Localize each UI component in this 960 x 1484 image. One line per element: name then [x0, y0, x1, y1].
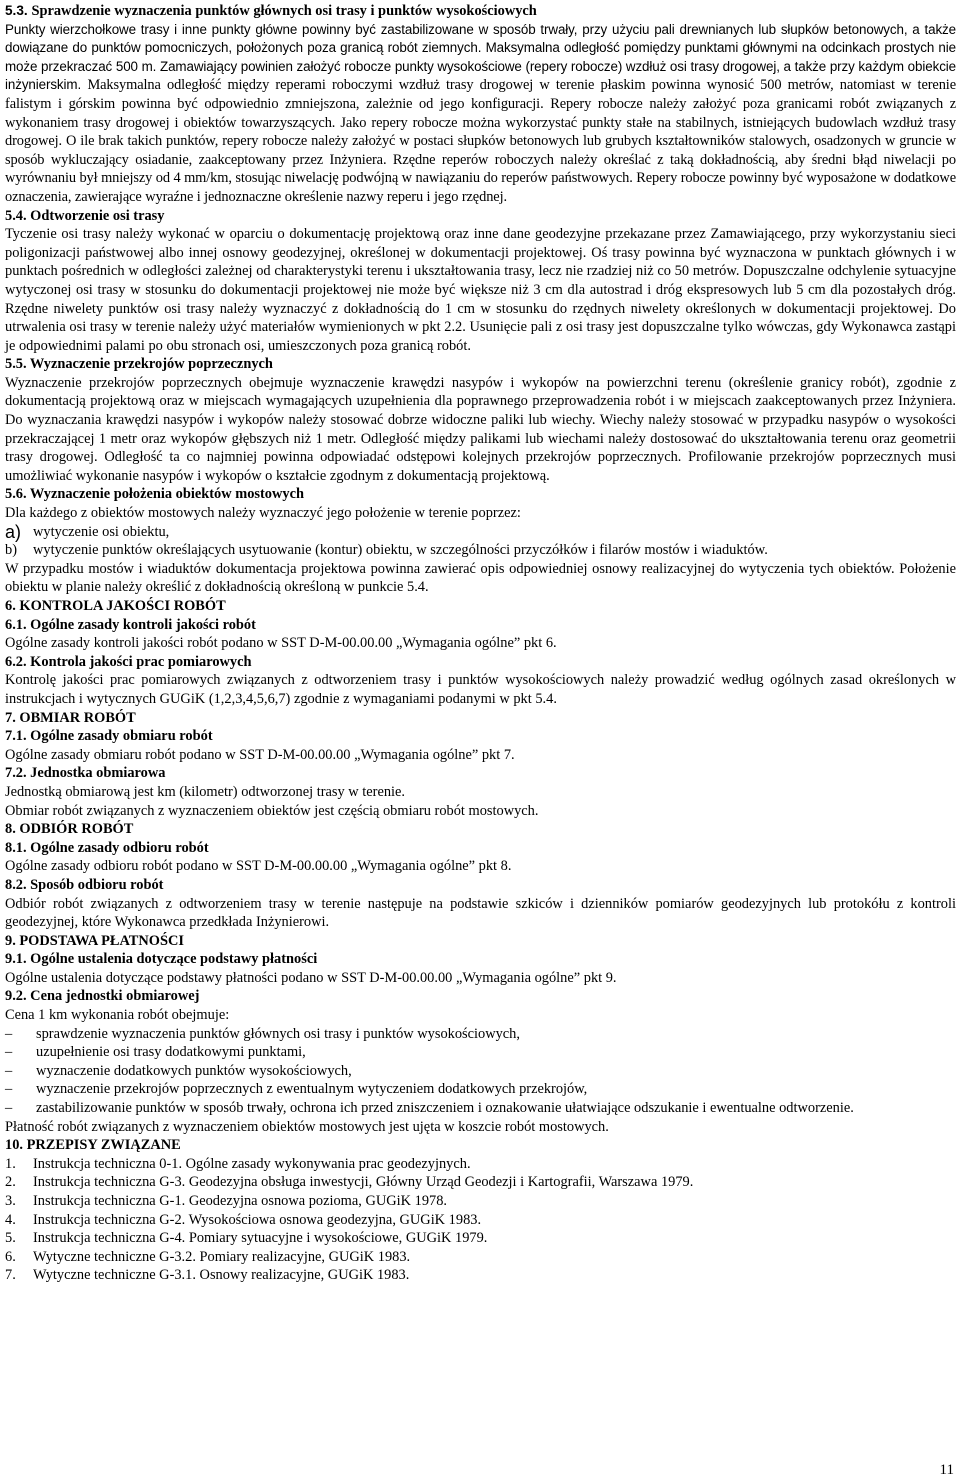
section-5-4-heading: 5.4. Odtworzenie osi trasy [5, 207, 165, 224]
paragraph-text: Zamawiający powinien założyć robocze punkty wysokościowe (repery robocze) wzdłuż osi trasy drogowej, a także przy każdym obiekcie inżynierskim. [5, 58, 957, 93]
list-marker: – [5, 1025, 13, 1042]
reference-item [5, 1173, 956, 1192]
list-item-text: wytyczenie punktów określających usytuowanie (kontur) obiektu, w szczególności przyczółków i filarów mostów i wiaduktów. [33, 542, 768, 559]
section-7-heading: 7. OBMIAR ROBÓT [5, 709, 136, 726]
list-marker: 2. [5, 1174, 16, 1191]
section-number: 5.3. [5, 3, 28, 18]
section-5-5-heading: 5.5. Wyznaczenie przekrojów poprzecznych [5, 356, 273, 373]
list-marker: b) [5, 542, 17, 559]
list-item-text: uzupełnienie osi trasy dodatkowymi punktami, [36, 1044, 306, 1061]
list-item [5, 523, 956, 542]
paragraph: Jednostką obmiarową jest km (kilometr) odtworzonej trasy w terenie. [5, 783, 406, 800]
list-marker: – [5, 1081, 13, 1098]
section-6-1-heading: 6.1. Ogólne zasady kontroli jakości robót [5, 616, 256, 633]
list-item [5, 1099, 956, 1118]
section-5-6-heading: 5.6. Wyznaczenie położenia obiektów mostowych [5, 486, 304, 503]
dash-list [5, 1025, 956, 1118]
lettered-list [5, 523, 956, 560]
paragraph: Płatność robót związanych z wyznaczeniem obiektów mostowych jest ujęta w koszcie robót mostowych. [5, 1118, 609, 1135]
paragraph: Ogólne zasady kontroli jakości robót podano w SST D-M-00.00.00 „Wymagania ogólne” pkt 6. [5, 635, 557, 652]
reference-item [5, 1155, 956, 1174]
section-6-heading: 6. KONTROLA JAKOŚCI ROBÓT [5, 598, 226, 614]
list-item [5, 1062, 956, 1081]
reference-item [5, 1192, 956, 1211]
paragraph: Ogólne zasady odbioru robót podano w SST D-M-00.00.00 „Wymagania ogólne” pkt 8. [5, 858, 512, 875]
list-marker: – [5, 1044, 13, 1061]
reference-text: Instrukcja techniczna 0-1. Ogólne zasady wykonywania prac geodezyjnych. [33, 1155, 471, 1172]
document-page [5, 2, 956, 1285]
section-7-2-heading: 7.2. Jednostka obmiarowa [5, 765, 166, 782]
list-marker: – [5, 1062, 13, 1079]
reference-item [5, 1229, 956, 1248]
paragraph [5, 21, 956, 207]
list-item [5, 1080, 956, 1099]
paragraph: Ogólne zasady obmiaru robót podano w SST D-M-00.00.00 „Wymagania ogólne” pkt 7. [5, 746, 515, 763]
section-8-heading: 8. ODBIÓR ROBÓT [5, 821, 134, 838]
list-item-text: sprawdzenie wyznaczenia punktów głównych osi trasy i punktów wysokościowych, [36, 1025, 520, 1042]
section-9-2-heading: 9.2. Cena jednostki obmiarowej [5, 988, 200, 1005]
list-item [5, 541, 956, 560]
reference-text: Instrukcja techniczna G-1. Geodezyjna osnowa pozioma, GUGiK 1978. [33, 1193, 448, 1209]
reference-text: Wytyczne techniczne G-3.1. Osnowy realizacyjne, GUGiK 1983. [33, 1267, 410, 1284]
section-10-heading: 10. PRZEPISY ZWIĄZANE [5, 1137, 181, 1154]
list-item-text: zastabilizowanie punktów w sposób trwały, ochrona ich przed zniszczeniem i oznakowanie ułatwiające odszukanie i ewentualne odtworzenie. [36, 1100, 854, 1117]
paragraph: Tyczenie osi trasy należy wykonać w oparciu o dokumentację projektową oraz inne dane geodezyjne przekazane przez Zamawiającego, przy wykorzystaniu sieci poligonizacji państwowej albo innej osnowy geodezyjnej, określonej w dokumentacji projektowej. Oś trasy powinna być wyznaczona w punktach głównych i w punktach pośrednich w odległości zależnej od charakterystyki terenu i ukształtowania trasy, lecz nie rzadziej niż co 50 metrów. Dopuszczalne odchylenie sytuacyjne wytyczonej osi trasy w stosunku do dokumentacji projektowej nie może być większe niż 3 cm dla autostrad i dróg ekspresowych lub 5 cm dla pozostałych dróg. Rzędne niwelety punktów osi trasy należy wyznaczyć z dokładnością do 1 cm w stosunku do rzędnych niwelety określonych w dokumentacji projektowej. Do utrwalenia osi trasy w terenie należy użyć materiałów wymienionych w pkt 2.2. Usunięcie pali z osi trasy jest dopuszczalne tylko wówczas, gdy Wykonawca zastąpi je odpowiednimi palami po obu stronach osi, umieszczonych poza granicą robót. [5, 226, 956, 354]
reference-text: Wytyczne techniczne G-3.2. Pomiary realizacyjne, GUGiK 1983. [33, 1248, 411, 1265]
section-6-2-heading: 6.2. Kontrola jakości prac pomiarowych [5, 653, 252, 670]
list-marker: 3. [5, 1193, 16, 1209]
reference-item [5, 1248, 956, 1267]
paragraph-text: Punkty wierzchołkowe trasy i inne punkty główne powinny być zastabilizowane w sposób trwały, przy użyciu pali drewnianych lub słupków betonowych, a także dowiązane do punktów pomocniczych, położonych poza granicą robót ziemnych. Maksymalna odległość pomiędzy punktami głównymi na odcinkach prostych nie może przekraczać 500 m. [5, 21, 956, 74]
reference-text: Instrukcja techniczna G-3. Geodezyjna obsługa inwestycji, Główny Urząd Geodezji i Kartografii, Warszawa 1979. [33, 1174, 694, 1191]
list-item [5, 1025, 956, 1044]
paragraph: Kontrolę jakości prac pomiarowych związanych z odtworzeniem trasy i punktów wysokościowych należy prowadzić według ogólnych zasad określonych w instrukcjach i wytycznych GUGiK (1,2,3,4,5,6,7) zgodnie z wymaganiami podanymi w pkt 5.4. [5, 672, 956, 707]
list-item-text: wyznaczenie dodatkowych punktów wysokościowych, [36, 1062, 352, 1079]
section-title: Sprawdzenie wyznaczenia punktów głównych osi trasy i punktów wysokościowych [31, 3, 537, 19]
paragraph-text: Maksymalna odległość między reperami roboczymi wzdłuż trasy drogowej w terenie płaskim powinna wynosić 500 metrów, natomiast w terenie falistym i górskim powinna być odpowiednio zmniejszona, zależnie od jego konfiguracji. Repery robocze należy założyć poza granicami robót związanych z wykonaniem trasy drogowej i obiektów towarzyszących. Jako repery robocze można wykorzystać punkty stałe na stabilnych, istniejących budowlach wzdłuż trasy drogowej. O ile brak takich punktów, repery robocze należy założyć w postaci słupków betonowych lub grubych kształtowników stalowych, osadzonych w gruncie w sposób wykluczający osiadanie, zaakceptowany przez Inżyniera. Rzędne reperów roboczych należy określać z taką dokładnością, aby średni błąd niwelacji po wyrównaniu był mniejszy od 4 mm/km, stosując niwelację podwójną w nawiązaniu do reperów państwowych. Repery robocze powinny być wyposażone w dodatkowe oznaczenia, zawierające wyraźne i jednoznaczne określenie nazwy reperu i jego rzędnej. [5, 77, 956, 205]
list-marker: – [5, 1100, 13, 1117]
reference-text: Instrukcja techniczna G-4. Pomiary sytuacyjne i wysokościowe, GUGiK 1979. [33, 1230, 488, 1247]
list-marker: 7. [5, 1267, 16, 1284]
paragraph: W przypadku mostów i wiaduktów dokumentacja projektowa powinna zawierać opis odpowiedniej osnowy realizacyjnej do wytyczenia tych obiektów. Położenie obiektu w planie należy określić z dokładnością określoną w punkcie 5.4. [5, 560, 956, 596]
list-marker: a) [5, 521, 22, 542]
list-item-text: wyznaczenie przekrojów poprzecznych z ewentualnym wytyczeniem dodatkowych przekrojów, [36, 1081, 588, 1098]
reference-item [5, 1266, 956, 1285]
reference-item [5, 1211, 956, 1230]
paragraph: Obmiar robót związanych z wyznaczeniem obiektów jest częścią obmiaru robót mostowych. [5, 802, 539, 819]
list-item [5, 1043, 956, 1062]
reference-text: Instrukcja techniczna G-2. Wysokościowa osnowa geodezyjna, GUGiK 1983. [33, 1211, 482, 1228]
page-number: 11 [939, 1462, 954, 1478]
list-item-text: wytyczenie osi obiektu, [33, 523, 170, 540]
paragraph: Cena 1 km wykonania robót obejmuje: [5, 1007, 230, 1024]
paragraph: Dla każdego z obiektów mostowych należy wyznaczyć jego położenie w terenie poprzez: [5, 505, 521, 522]
list-marker: 1. [5, 1155, 16, 1172]
list-marker: 4. [5, 1211, 16, 1228]
paragraph: Ogólne ustalenia dotyczące podstawy płatności podano w SST D-M-00.00.00 „Wymagania ogólne” pkt 9. [5, 969, 617, 986]
paragraph: Odbiór robót związanych z odtworzeniem trasy w terenie następuje na podstawie szkiców i dzienników pomiarów geodezyjnych lub protokółu z kontroli geodezyjnej, które Wykonawca przedkłada Inżynierowi. [5, 895, 956, 931]
paragraph: Wyznaczenie przekrojów poprzecznych obejmuje wyznaczenie krawędzi nasypów i wykopów na powierzchni terenu (określenie granicy robót), zgodnie z dokumentacją projektową oraz w miejscach wymagających uzupełnienia dla poprawnego przeprowadzenia robót i w miejscach zaakceptowanych przez Inżyniera. Do wyznaczania krawędzi nasypów i wykopów należy stosować dobrze widoczne paliki lub wiechy. Wiechy należy stosować w przypadku nasypów o wysokości przekraczającej 1 metr oraz wykopów głębszych niż 1 metr. Odległość między palikami lub wiechami należy dostosować do ukształtowania terenu oraz geometrii trasy drogowej. Odległość ta co najmniej powinna odpowiadać odstępowi kolejnych przekrojów poprzecznych. Profilowanie przekrojów poprzecznych musi umożliwiać wykonanie nasypów i wykopów o kształcie zgodnym z dokumentacją projektową. [5, 374, 956, 484]
section-5-3-heading [5, 2, 956, 21]
section-8-2-heading: 8.2. Sposób odbioru robót [5, 876, 164, 893]
references-list [5, 1155, 956, 1285]
section-9-1-heading: 9.1. Ogólne ustalenia dotyczące podstawy płatności [5, 951, 318, 968]
list-marker: 6. [5, 1248, 16, 1265]
section-9-heading: 9. PODSTAWA PŁATNOŚCI [5, 932, 184, 949]
section-7-1-heading: 7.1. Ogólne zasady obmiaru robót [5, 728, 213, 745]
section-8-1-heading: 8.1. Ogólne zasady odbioru robót [5, 839, 209, 856]
list-marker: 5. [5, 1230, 16, 1247]
